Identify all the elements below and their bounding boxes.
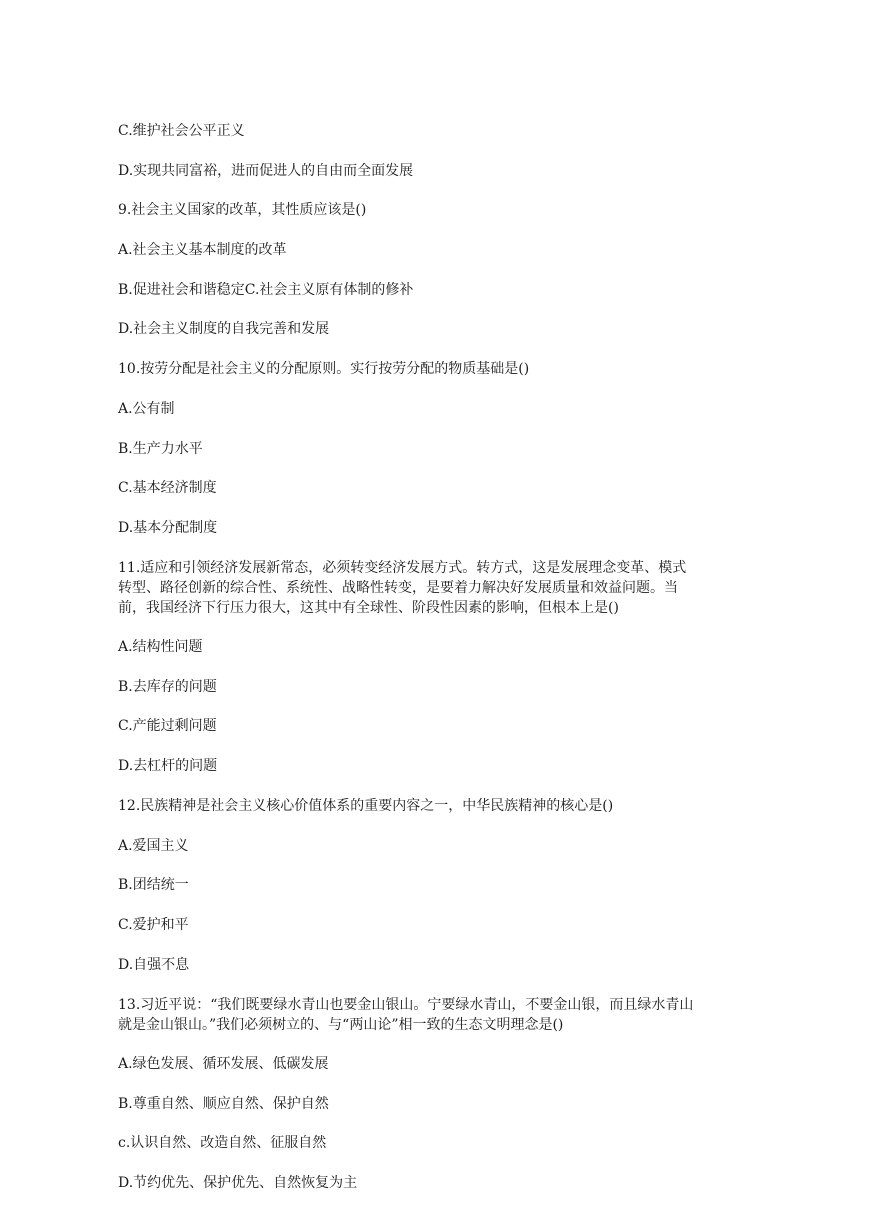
option-d: D.节约优先、保护优先、自然恢复为主 [118, 1175, 358, 1191]
question-13-line-1: 13.习近平说：“我们既要绿水青山也要金山银山。宁要绿水青山，不要金山银，而且绿水青山 [118, 997, 694, 1013]
option-a: A.绿色发展、循环发展、低碳发展 [118, 1056, 329, 1072]
option-d: D.社会主义制度的自我完善和发展 [118, 321, 330, 337]
option-b: B.生产力水平 [118, 441, 203, 457]
question-12: 12.民族精神是社会主义核心价值体系的重要内容之一，中华民族精神的核心是() [118, 798, 614, 814]
question-9: 9.社会主义国家的改革，其性质应该是() [118, 202, 367, 218]
option-a: A.公有制 [118, 401, 175, 417]
option-c: C.基本经济制度 [118, 480, 217, 496]
option-a: A.社会主义基本制度的改革 [118, 242, 287, 258]
option-b: B.团结统一 [118, 877, 189, 893]
option-c: c.认识自然、改造自然、征服自然 [118, 1135, 327, 1151]
option-b: B.尊重自然、顺应自然、保护自然 [118, 1096, 329, 1112]
option-d: D.去杠杆的问题 [118, 758, 218, 774]
option-c: C.维护社会公平正义 [118, 123, 245, 139]
question-11-line-1: 11.适应和引领经济发展新常态，必须转变经济发展方式。转方式，这是发展理念变革、模式 [118, 560, 687, 576]
option-b: B.去库存的问题 [118, 679, 217, 695]
question-11-line-2: 转型、路径创新的综合性、系统性、战略性转变，是要着力解决好发展质量和效益问题。当 [118, 580, 678, 596]
option-d: D.自强不息 [118, 957, 190, 973]
question-13-line-2: 就是金山银山。”我们必须树立的、与“两山论”相一致的生态文明理念是() [118, 1017, 564, 1033]
option-d: D.实现共同富裕，进而促进人的自由而全面发展 [118, 163, 414, 179]
option-c: C.爱护和平 [118, 917, 189, 933]
option-a: A.结构性问题 [118, 639, 203, 655]
option-a: A.爱国主义 [118, 838, 189, 854]
option-b-c: B.促进社会和谐稳定C.社会主义原有体制的修补 [118, 282, 414, 298]
question-11-line-3: 前，我国经济下行压力很大，这其中有全球性、阶段性因素的影响，但根本上是() [118, 600, 619, 616]
option-d: D.基本分配制度 [118, 520, 218, 536]
option-c: C.产能过剩问题 [118, 718, 217, 734]
question-10: 10.按劳分配是社会主义的分配原则。实行按劳分配的物质基础是() [118, 361, 530, 377]
